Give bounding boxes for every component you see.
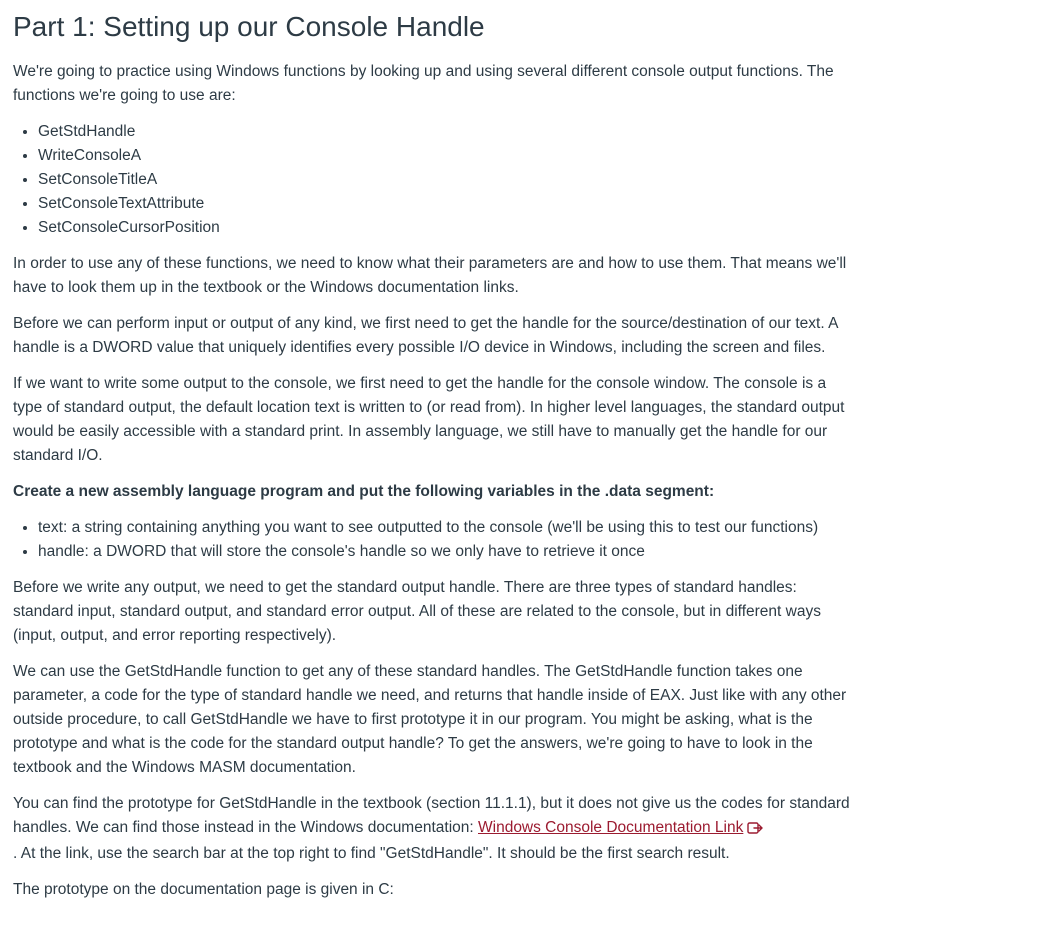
list-item: • GetStdHandle [38,120,858,144]
functions-list [13,120,858,240]
page-title: Part 1: Setting up our Console Handle [13,11,485,42]
instruction-paragraph [13,480,858,504]
console-paragraph: If we want to write some output to the console, we first need to get the handle for the console window. The console is a type of standard output, the default location text is written to (or read from). In higher level languages, the standard output would be easily accessible with a standard print. In assembly language, we still have to manually get the handle for our standard I/O. [13,375,845,464]
windows-console-documentation-link[interactable] [478,819,743,836]
list-item: • SetConsoleTextAttribute [38,192,858,216]
list-item: • WriteConsoleA [38,144,858,168]
intro-paragraph: We're going to practice using Windows functions by looking up and using several different console output functions. The functions we're going to use are: [13,63,834,104]
bold-instruction: Create a new assembly language program and put the following variables in the .data segment: [13,483,715,500]
documentation-text-after: . At the link, use the search bar at the top right to find "GetStdHandle". It should be the first search result. [13,845,730,862]
list-item: • SetConsoleTitleA [38,168,858,192]
getstdhandle-paragraph: We can use the GetStdHandle function to get any of these standard handles. The GetStdHandle function takes one parameter, a code for the type of standard handle we need, and returns that handle inside of EAX. Just like with any other outside procedure, to call GetStdHandle we have to first prototype it in our program. You might be asking, what is the prototype and what is the code for the standard output handle? To get the answers, we're going to have to look in the textbook and the Windows MASM documentation. [13,663,847,776]
documentation-text-before: You can find the prototype for GetStdHandle in the textbook (section 11.1.1), but it does not give us the codes for standard handles. We can find those instead in the Windows documentation: [13,795,850,836]
list-item: • SetConsoleCursorPosition [38,216,858,240]
link-label: Windows Console Documentation Link [478,819,744,836]
prototype-paragraph: The prototype on the documentation page is given in C: [13,881,394,898]
parameters-paragraph: In order to use any of these functions, we need to know what their parameters are and how to use them. That means we'll have to look them up in the textbook or the Windows documentation links. [13,255,847,296]
std-handles-paragraph: Before we write any output, we need to get the standard output handle. There are three types of standard handles: standard input, standard output, and standard error output. All of these are related to the console, but in different ways (input, output, and error reporting respectively). [13,579,821,644]
variables-list [13,516,858,564]
external-link-icon[interactable] [747,818,764,842]
handle-paragraph: Before we can perform input or output of any kind, we first need to get the handle for the source/destination of our text. A handle is a DWORD value that uniquely identifies every possible I/O device in Windows, including the screen and files. [13,315,838,356]
list-item: • handle: a DWORD that will store the console's handle so we only have to retrieve it once [38,540,858,564]
list-item: • text: a string containing anything you want to see outputted to the console (we'll be using this to test our functions) [38,516,858,540]
documentation-paragraph [13,792,858,866]
